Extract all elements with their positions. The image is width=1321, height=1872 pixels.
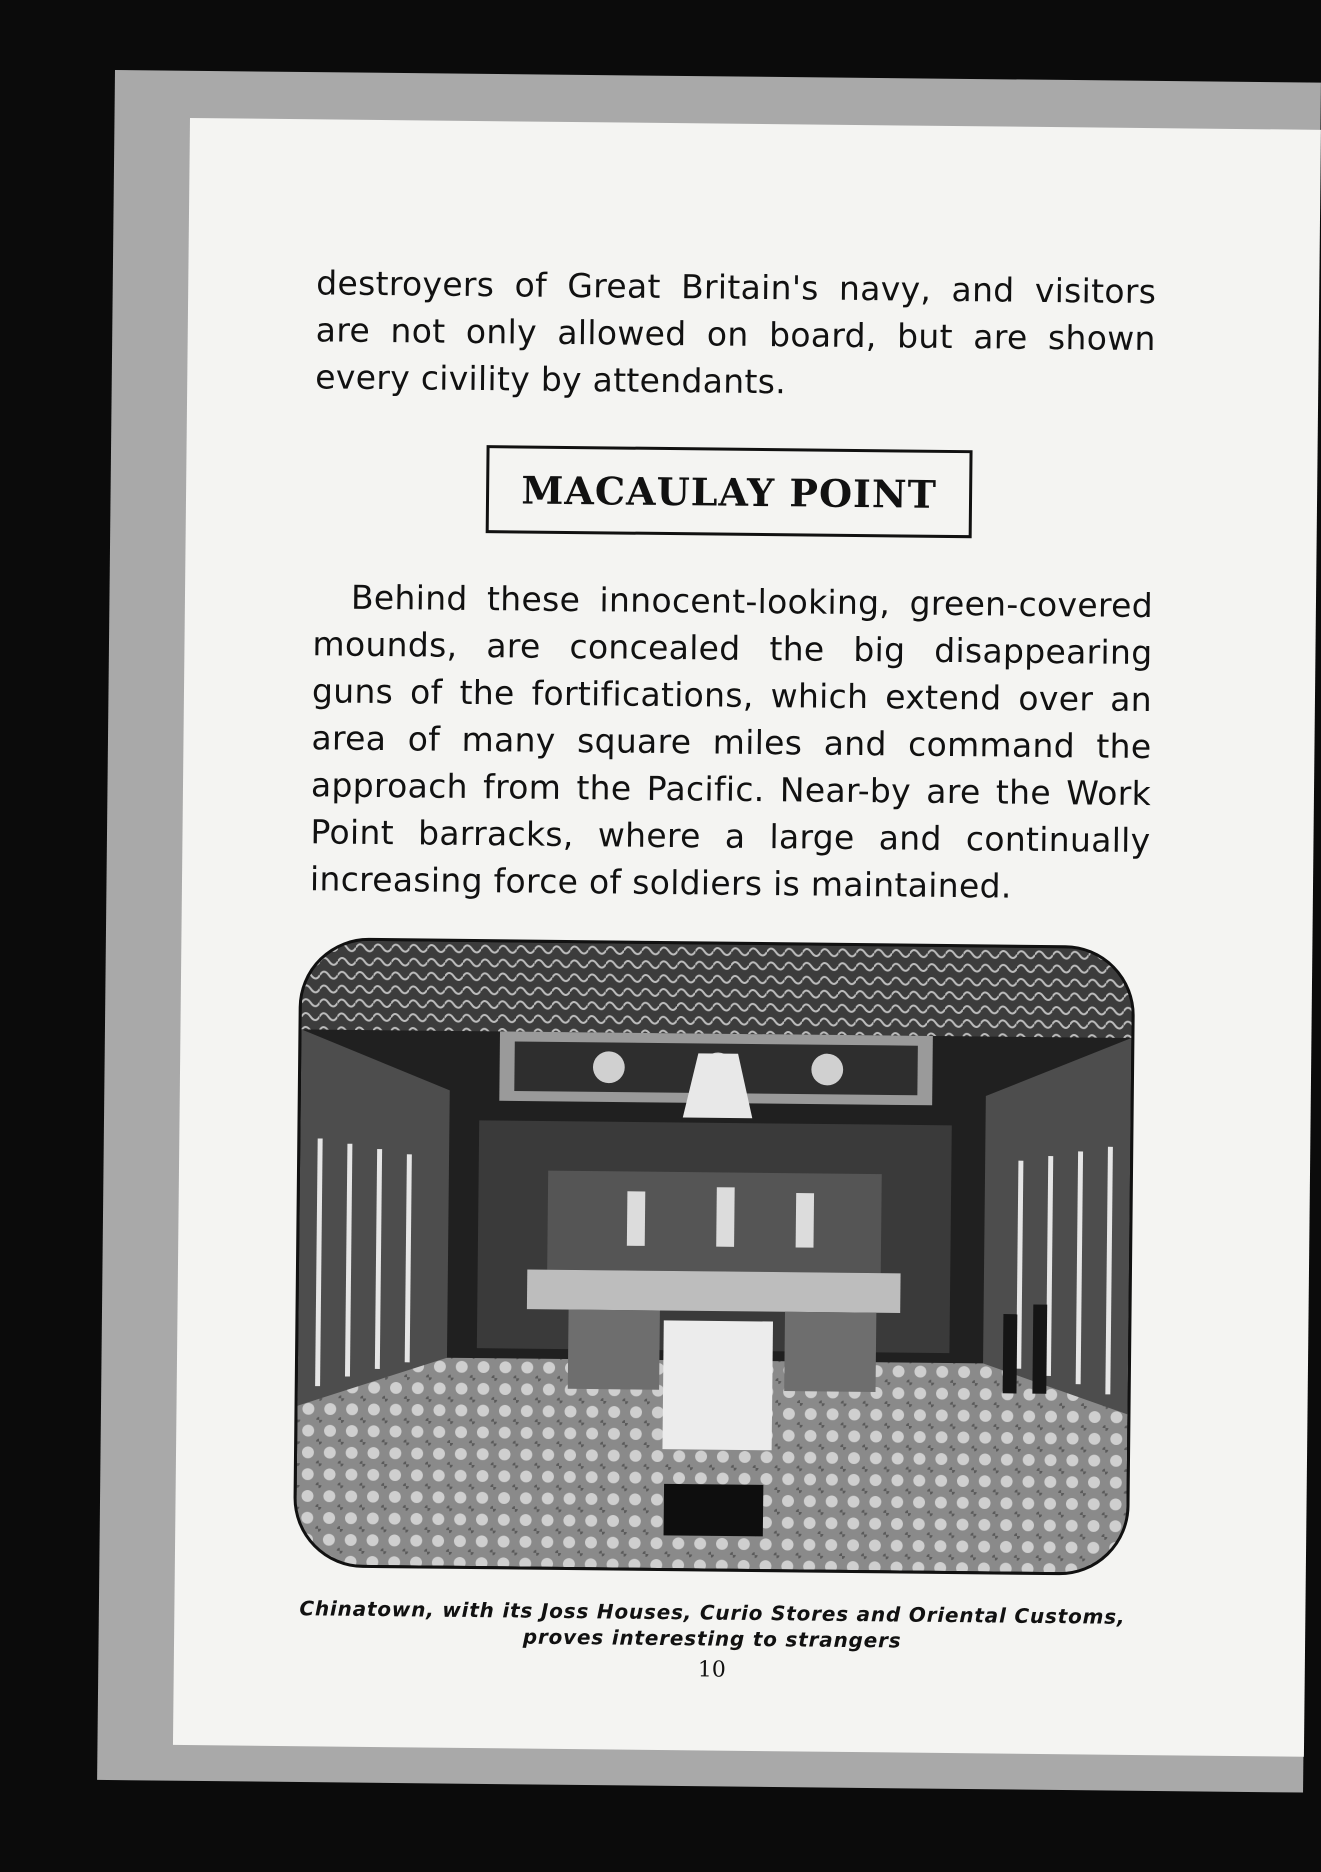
joss-house-photo [293,937,1136,1576]
book-page [173,118,1321,1757]
photo-illustration [296,940,1132,1573]
intro-paragraph: destroyers of Great Britain's navy, and visitors are not only allowed on board, but are shown every civility by attendants. [315,263,1157,402]
caption-line-2: proves interesting to strangers [522,1624,902,1653]
caption-line-1: Chinatown, with its Joss Houses, Curio Stores and Oriental Customs, [299,1596,1126,1629]
body-paragraph: Behind these innocent-looking, green-covered mounds, are concealed the big disappearing guns of the fortifications, which extend over an area of many square miles and command the approach from the Pacific. Near-by are the Work Point barracks, where a large and continually increasing force of soldiers is maintained. [309,577,1154,906]
section-heading-box [486,445,973,538]
photo-caption [292,1595,1132,1656]
section-heading: MACAULAY POINT [521,466,938,517]
page-number: 10 [697,1657,726,1683]
